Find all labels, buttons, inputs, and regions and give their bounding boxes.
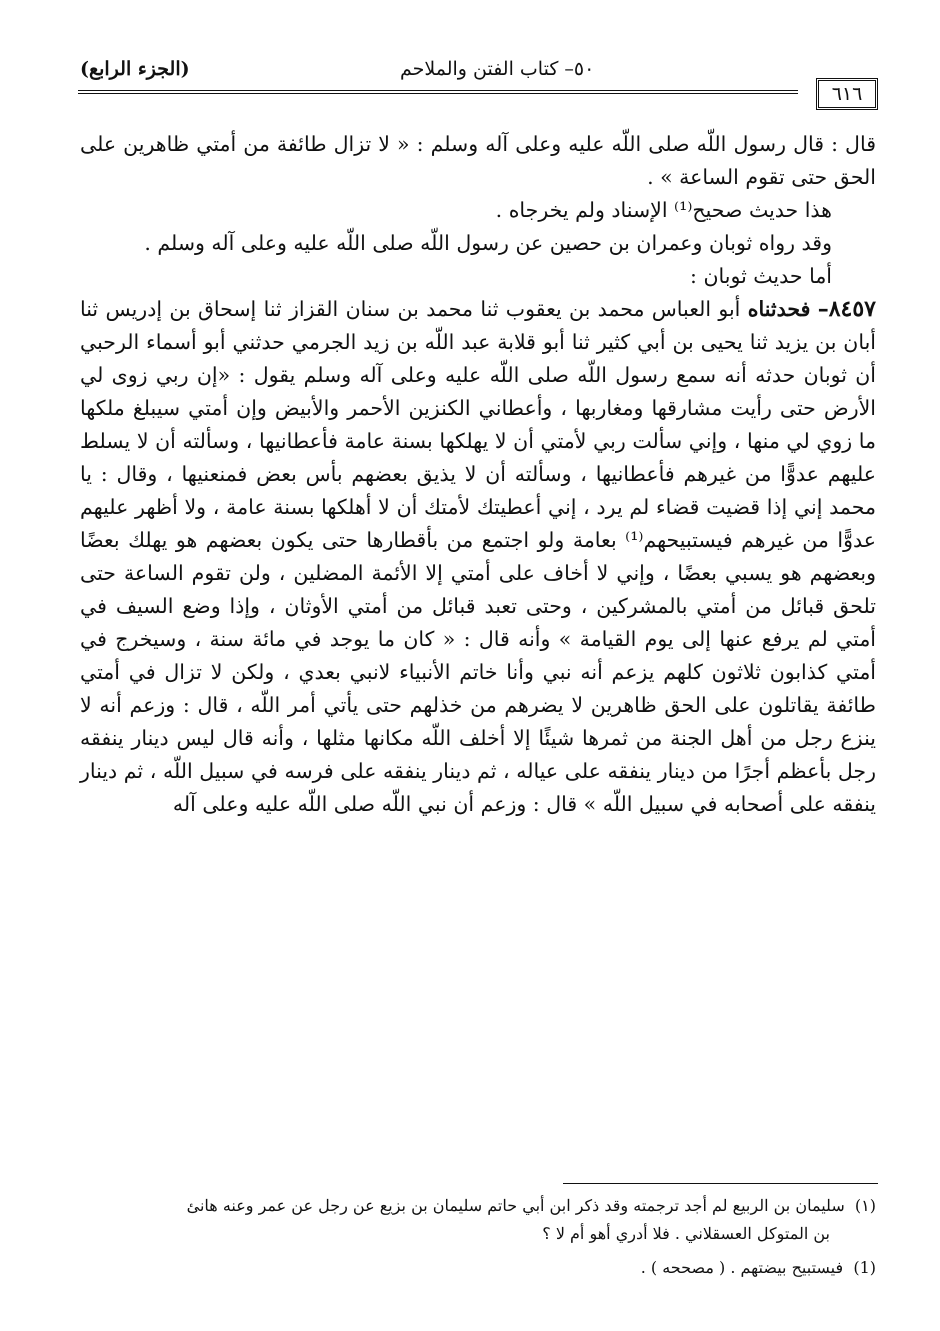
page-number: ٦١٦ <box>816 78 878 110</box>
paragraph-4: أما حديث ثوبان : <box>690 264 832 288</box>
footnote-1-continued: بن المتوكل العسقلاني . فلا أدري أهو أم لا ؟ <box>542 1224 830 1243</box>
footnotes <box>80 1192 876 1282</box>
volume-label: (الجزء الرابع) <box>80 58 190 80</box>
footnote-1-text: سليمان بن الربيع لم أجد ترجمته وقد ذكر ابن أبي حاتم سليمان بن بزيع عن رجل عن عمر وعنه هانئ <box>186 1196 845 1215</box>
book-title: ٥٠– كتاب الفتن والملاحم <box>400 58 595 80</box>
hadith-number: ٨٤٥٧– <box>817 296 876 322</box>
hadith-paragraph <box>80 293 876 821</box>
main-text <box>80 128 876 821</box>
page-header <box>70 50 878 110</box>
paragraph-1: قال : قال رسول اللّه صلى اللّه عليه وعلى آله وسلم : « لا تزال طائفة من أمتي ظاهرين على الحق حتى تقوم الساعة » . <box>80 132 876 189</box>
paragraph-2: هذا حديث صحيح⁽¹⁾ الإسناد ولم يخرجاه . <box>495 198 832 222</box>
footnote-2-marker: (1) <box>853 1258 876 1277</box>
footnote-2-text: فيستبيح بيضتهم . ( مصححه ) . <box>640 1258 844 1277</box>
footnote-1-marker: (١) <box>854 1196 876 1215</box>
footnote-1 <box>80 1192 876 1220</box>
hadith-text: أبو العباس محمد بن يعقوب ثنا محمد بن سنان القزاز ثنا إسحاق بن إدريس ثنا أبان بن يزيد ثنا يحيى بن أبي كثير ثنا أبو قلابة عبد اللّه بن زيد الجرمي حدثني أبو أسماء الرحبي أن ثوبان حدثه أنه سمع رسول اللّه صلى اللّه عليه وعلى آله وسلم يقول : «إن ربي زوى لي الأرض حتى رأيت مشارقها ومغاربها ، وأعطاني الكنزين الأحمر والأبيض وإن أمتي سيبلغ ملكها ما زوي لي منها ، وإني سألت ربي لأمتي أن لا يهلكها بسنة عامة فأعطانيها ، وسألته أن لا يسلط عليهم عدوًّا من غيرهم فأعطانيها ، وسألته أن لا يذيق بعضهم بأس بعض فمنعنيها ، وقال : يا محمد إني إذا قضيت قضاء لم يرد ، إني أعطيتك لأمتك أن لا أهلكها بسنة عامة ، ولا أظهر عليهم عدوًّا من غيرهم فيستبيحهم⁽¹⁾ بعامة ولو اجتمع من بأقطارها حتى يكون بعضهم هو يهلك بعضًا وبعضهم هو يسبي بعضًا ، وإني لا أخاف على أمتي إلا الأئمة المضلين ، ولن تقوم الساعة حتى تلحق قبائل من أمتي بالمشركين ، وحتى تعبد قبائل من أمتي الأوثان ، وإذا وضع السيف في أمتي لم يرفع عنها إلى يوم القيامة » وأنه قال : « كان ما يوجد في مائة سنة ، وسيخرج في أمتي كذابون ثلاثون كلهم يزعم أنه نبي وأنا خاتم الأنبياء لانبي بعدي ، ولكن لا تزال في أمتي طائفة يقاتلون على الحق ظاهرين لا يضرهم من خذلهم حتى يأتي أمر اللّه ، قال : وزعم أنه لا ينزع رجل من أهل الجنة من ثمرها شيئًا إلا أخلف اللّه مكانها مثلها ، وأنه قال ليس دينار ينفقه رجل بأعظم أجرًا من دينار ينفقه على عياله ، ثم دينار ينفقه على فرسه في سبيل اللّه ، ثم دينار ينفقه على أصحابه في سبيل اللّه » قال : وزعم أن نبي اللّه صلى اللّه عليه وعلى آله <box>80 297 876 816</box>
hadith-lead: فحدثناه <box>747 297 811 321</box>
footnote-rule <box>563 1183 878 1184</box>
paragraph-3: وقد رواه ثوبان وعمران بن حصين عن رسول اللّه صلى اللّه عليه وعلى آله وسلم . <box>144 231 832 255</box>
header-rule <box>78 90 798 94</box>
footnote-2 <box>80 1254 876 1282</box>
